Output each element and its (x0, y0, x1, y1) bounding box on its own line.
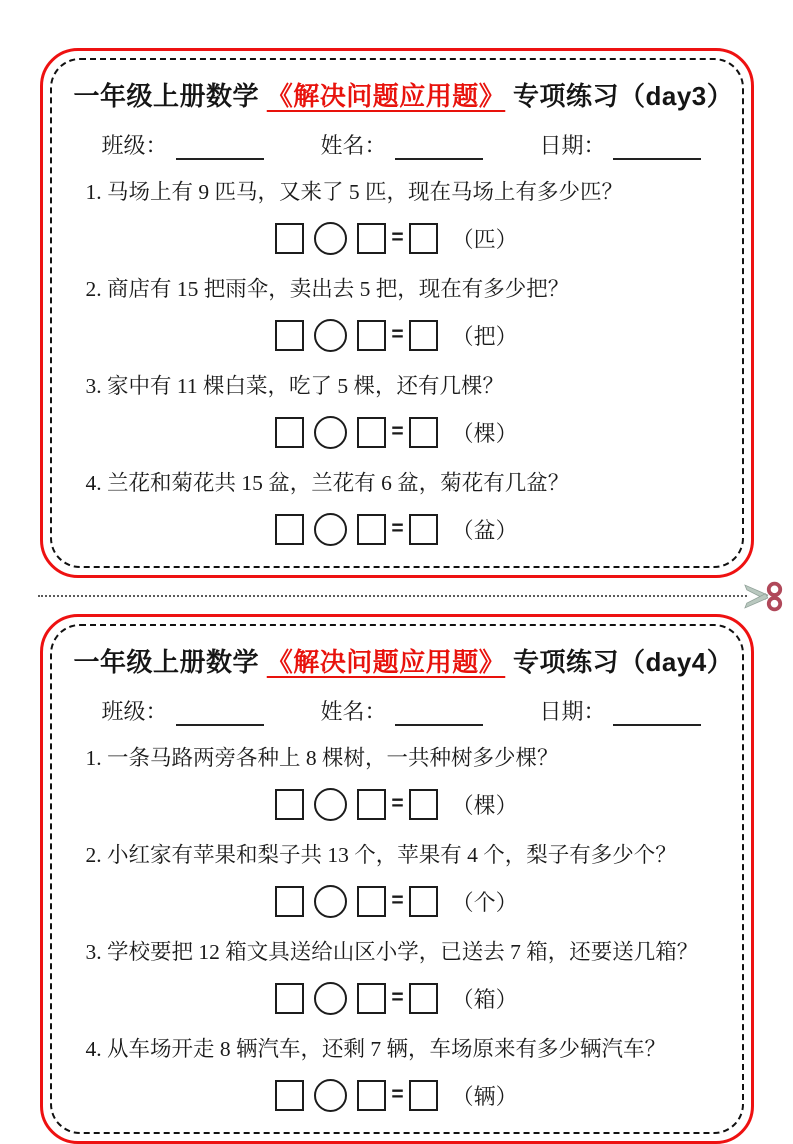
answer-box[interactable] (409, 789, 438, 820)
operand-box[interactable] (357, 1080, 386, 1111)
answer-box[interactable] (409, 886, 438, 917)
equals-sign: = (391, 226, 404, 249)
worksheet-inner-day4 (50, 624, 744, 1134)
name-field (320, 695, 482, 726)
problem-text: 3. 学校要把 12 箱文具送给山区小学，已送去 7 箱，还要送几箱？ (85, 940, 699, 964)
operand-box[interactable] (357, 320, 386, 351)
header-fields (74, 129, 720, 160)
operand-box[interactable] (275, 223, 304, 254)
worksheet-inner-day3 (50, 58, 744, 568)
unit-label: （棵） (451, 420, 518, 446)
operand-box[interactable] (357, 514, 386, 545)
unit-label: （盆） (451, 517, 518, 543)
name-label: 姓名： (320, 133, 387, 158)
operand-box[interactable] (357, 789, 386, 820)
name-blank-line[interactable] (395, 136, 483, 160)
name-field (320, 129, 482, 160)
operand-box[interactable] (357, 983, 386, 1014)
problem-item (74, 369, 720, 451)
class-blank-line[interactable] (176, 702, 264, 726)
equals-sign: = (391, 517, 404, 540)
class-label: 班级： (101, 699, 168, 724)
operand-box[interactable] (275, 1080, 304, 1111)
operator-circle[interactable] (314, 513, 347, 546)
problem-item (74, 935, 720, 1017)
equation-row (74, 882, 720, 920)
worksheet-card-day4 (40, 614, 754, 1144)
answer-box[interactable] (409, 1080, 438, 1111)
operand-box[interactable] (275, 417, 304, 448)
problem-item (74, 838, 720, 920)
answer-box[interactable] (409, 320, 438, 351)
problem-text: 2. 商店有 15 把雨伞，卖出去 5 把，现在有多少把？ (85, 277, 570, 301)
class-field (102, 695, 264, 726)
unit-label: （棵） (451, 792, 518, 818)
operator-circle[interactable] (314, 416, 347, 449)
answer-box[interactable] (409, 983, 438, 1014)
scissors-icon (743, 580, 785, 613)
problem-text: 4. 从车场开走 8 辆汽车，还剩 7 辆，车场原来有多少辆汽车？ (85, 1037, 667, 1061)
date-label: 日期： (539, 699, 606, 724)
date-blank-line[interactable] (613, 136, 701, 160)
title-suffix: 专项练习（day4） (513, 647, 734, 677)
equation-row (74, 510, 720, 548)
cut-separator (0, 578, 793, 614)
title-highlight: 《解决问题应用题》 (266, 81, 506, 111)
equals-sign: = (391, 420, 404, 443)
equation-row (74, 785, 720, 823)
unit-label: （匹） (451, 226, 518, 252)
cut-dotted-line (38, 595, 747, 597)
problem-item (74, 741, 720, 823)
name-label: 姓名： (320, 699, 387, 724)
operand-box[interactable] (275, 320, 304, 351)
problem-text: 2. 小红家有苹果和梨子共 13 个，苹果有 4 个，梨子有多少个？ (85, 843, 677, 867)
answer-box[interactable] (409, 223, 438, 254)
name-blank-line[interactable] (395, 702, 483, 726)
problem-item (74, 466, 720, 548)
date-field (539, 129, 701, 160)
operator-circle[interactable] (314, 982, 347, 1015)
operand-box[interactable] (275, 789, 304, 820)
equals-sign: = (391, 792, 404, 815)
operator-circle[interactable] (314, 788, 347, 821)
problem-text: 1. 马场上有 9 匹马，又来了 5 匹，现在马场上有多少匹？ (85, 180, 624, 204)
equation-row (74, 1076, 720, 1114)
operand-box[interactable] (275, 514, 304, 545)
date-blank-line[interactable] (613, 702, 701, 726)
operand-box[interactable] (357, 417, 386, 448)
equals-sign: = (391, 1083, 404, 1106)
unit-label: （箱） (451, 986, 518, 1012)
worksheet-title (73, 76, 734, 113)
class-blank-line[interactable] (176, 136, 264, 160)
unit-label: （把） (451, 323, 518, 349)
problem-text: 1. 一条马路两旁各种上 8 棵树，一共种树多少棵？ (85, 746, 559, 770)
operator-circle[interactable] (314, 222, 347, 255)
equals-sign: = (391, 986, 404, 1009)
operator-circle[interactable] (314, 885, 347, 918)
title-suffix: 专项练习（day3） (513, 81, 734, 111)
title-prefix: 一年级上册数学 (73, 81, 260, 111)
worksheet-title (73, 642, 734, 679)
operand-box[interactable] (357, 223, 386, 254)
equation-row (74, 219, 720, 257)
problem-item (74, 272, 720, 354)
class-label: 班级： (101, 133, 168, 158)
problem-item (74, 1032, 720, 1114)
operand-box[interactable] (275, 886, 304, 917)
equation-row (74, 413, 720, 451)
equation-row (74, 316, 720, 354)
date-field (539, 695, 701, 726)
operand-box[interactable] (357, 886, 386, 917)
operand-box[interactable] (275, 983, 304, 1014)
operator-circle[interactable] (314, 1079, 347, 1112)
answer-box[interactable] (409, 417, 438, 448)
problem-text: 4. 兰花和菊花共 15 盆，兰花有 6 盆，菊花有几盆？ (85, 471, 570, 495)
problem-item (74, 175, 720, 257)
equation-row (74, 979, 720, 1017)
title-highlight: 《解决问题应用题》 (266, 647, 506, 677)
operator-circle[interactable] (314, 319, 347, 352)
date-label: 日期： (539, 133, 606, 158)
class-field (102, 129, 264, 160)
worksheet-card-day3 (40, 48, 754, 578)
answer-box[interactable] (409, 514, 438, 545)
unit-label: （辆） (451, 1083, 518, 1109)
problem-text: 3. 家中有 11 棵白菜，吃了 5 棵，还有几棵？ (85, 374, 504, 398)
title-prefix: 一年级上册数学 (73, 647, 260, 677)
header-fields (74, 695, 720, 726)
equals-sign: = (391, 889, 404, 912)
equals-sign: = (391, 323, 404, 346)
unit-label: （个） (451, 889, 518, 915)
